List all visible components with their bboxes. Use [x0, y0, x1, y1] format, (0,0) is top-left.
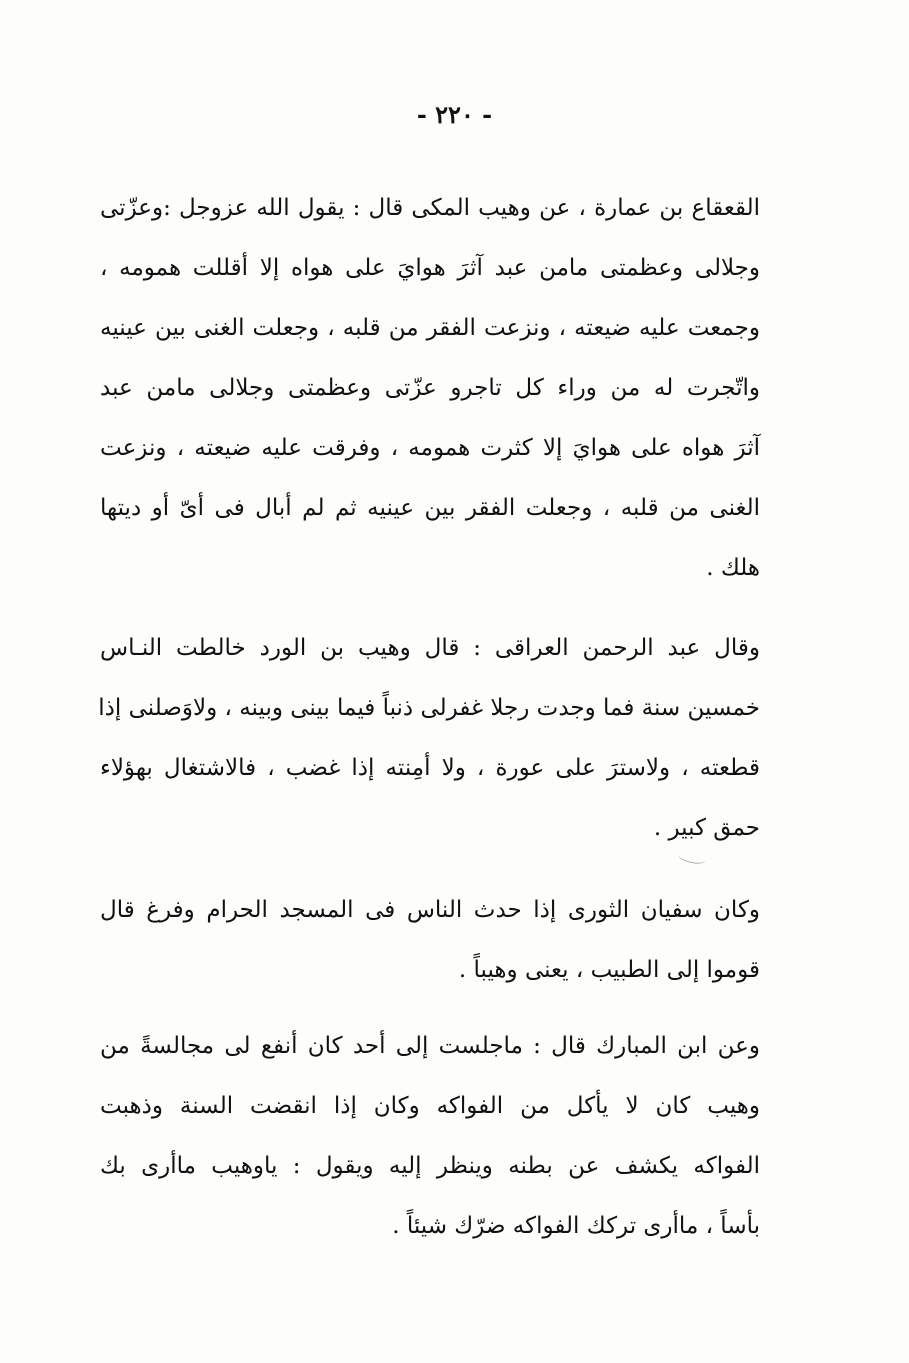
- paragraph-2: [100, 618, 760, 858]
- text-line: هلك .: [706, 555, 760, 581]
- page-number: - ٢٢٠ -: [416, 100, 493, 129]
- text-line: خمسين سنة فما وجدت رجلا غفرلى ذنباً فيما بينى وبينه ، ولاوَصلنى إذا: [98, 695, 760, 721]
- text-line: وهيب كان لا يأكل من الفواكه وكان إذا انقضت السنة وذهبت: [100, 1093, 760, 1119]
- text-line: واتّجرت له من وراء كل تاجرو عزّتى وعظمتى وجلالى مامن عبد: [100, 375, 760, 401]
- text-line: الغنى من قلبه ، وجعلت الفقر بين عينيه ثم لم أبال فى أىّ أو ديتها: [100, 495, 760, 521]
- paragraph-4: [100, 1016, 760, 1256]
- text-line: وقال عبد الرحمن العراقى : قال وهيب بن الورد خالطت النـاس: [100, 635, 760, 661]
- text-line: حمق كبير .: [653, 815, 760, 841]
- paragraph-3: [100, 880, 760, 1000]
- text-line: وكان سفيان الثورى إذا حدث الناس فى المسجد الحرام وفرغ قال: [100, 897, 760, 923]
- paragraph-1: [100, 178, 760, 598]
- text-line: آثرَ هواه على هوايَ إلا كثرت همومه ، وفرقت عليه ضيعته ، ونزعت: [100, 435, 760, 461]
- text-line: قوموا إلى الطبيب ، يعنى وهيباً .: [458, 957, 760, 983]
- text-line: قطعته ، ولاسترَ على عورة ، ولا أمِنته إذا غضب ، فالاشتغال بهؤلاء: [100, 755, 760, 781]
- text-line: القعقاع بن عمارة ، عن وهيب المكى قال : يقول الله عزوجل :وعزّتى: [100, 195, 760, 221]
- text-line: وجلالى وعظمتى مامن عبد آثرَ هوايَ على هواه إلا أقللت همومه ،: [100, 255, 760, 281]
- text-line: بأساً ، ماأرى تركك الفواكه ضرّك شيئاً .: [392, 1213, 760, 1239]
- text-line: الفواكه يكشف عن بطنه وينظر إليه ويقول : ياوهيب ماأرى بك: [100, 1153, 760, 1179]
- text-line: وجمعت عليه ضيعته ، ونزعت الفقر من قلبه ، وجعلت الغنى بين عينيه: [100, 315, 760, 341]
- text-line: وعن ابن المبارك قال : ماجلست إلى أحد كان أنفع لى مجالسةً من: [100, 1033, 760, 1059]
